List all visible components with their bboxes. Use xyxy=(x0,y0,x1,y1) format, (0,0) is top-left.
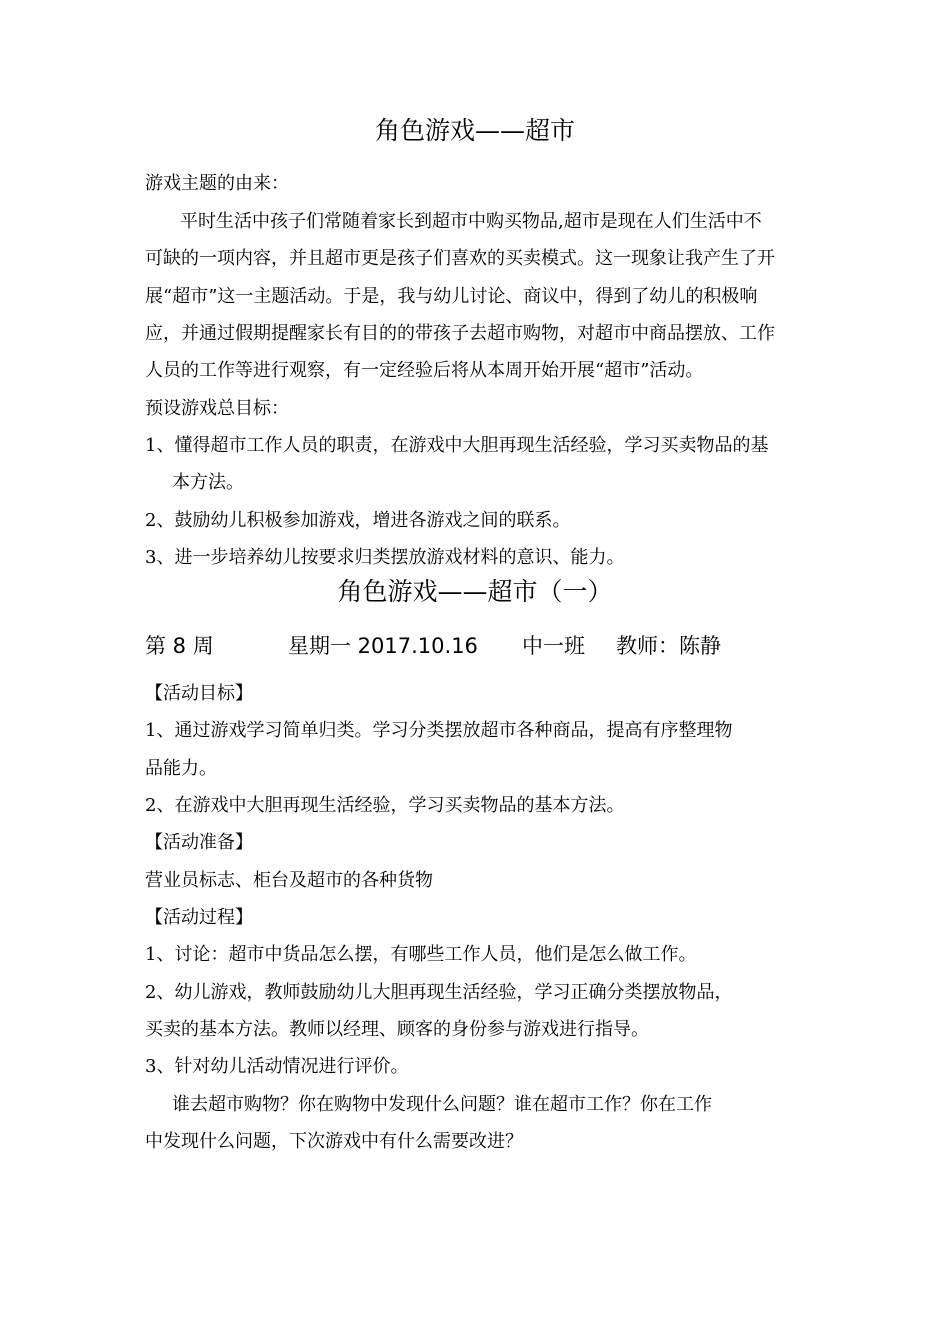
origin-line: 可缺的一项内容，并且超市更是孩子们喜欢的买卖模式。这一现象让我产生了开 xyxy=(145,248,775,269)
origin-line: 应，并通过假期提醒家长有目的的带孩子去超市购物，对超市中商品摆放、工作 xyxy=(145,323,775,344)
goal-item: 2、鼓励幼儿积极参加游戏，增进各游戏之间的联系。 xyxy=(145,510,571,531)
origin-line: 人员的工作等进行观察，有一定经验后将从本周开始开展“超市”活动。 xyxy=(145,360,704,381)
goal-item: 3、进一步培养幼儿按要求归类摆放游戏材料的意识、能力。 xyxy=(145,547,625,568)
goal-item-continuation: 本方法。 xyxy=(172,472,244,493)
origin-line: 展“超市”这一主题活动。于是，我与幼儿讨论、商议中，得到了幼儿的积极响 xyxy=(145,286,758,307)
objective-item: 2、在游戏中大胆再现生活经验，学习买卖物品的基本方法。 xyxy=(145,795,625,816)
document-title: 角色游戏——超市 xyxy=(374,116,575,145)
preparation-text: 营业员标志、柜台及超市的各种货物 xyxy=(145,870,433,891)
lesson-day-date: 星期一 2017.10.16 xyxy=(288,634,478,658)
objective-item: 1、通过游戏学习简单归类。学习分类摆放超市各种商品，提高有序整理物 xyxy=(145,720,733,741)
lesson-teacher: 教师：陈静 xyxy=(616,634,721,658)
lesson-class: 中一班 xyxy=(522,634,585,658)
objectives-heading: 【活动目标】 xyxy=(145,683,253,704)
origin-line: 平时生活中孩子们常随着家长到超市中购买物品,超市是现在人们生活中不 xyxy=(180,211,762,232)
preparation-heading: 【活动准备】 xyxy=(145,832,253,853)
process-heading: 【活动过程】 xyxy=(145,907,253,928)
goal-item: 1、懂得超市工作人员的职责，在游戏中大胆再现生活经验，学习买卖物品的基 xyxy=(145,435,769,456)
process-step: 2、幼儿游戏，教师鼓励幼儿大胆再现生活经验，学习正确分类摆放物品， xyxy=(145,982,733,1003)
process-step: 3、针对幼儿活动情况进行评价。 xyxy=(145,1056,409,1077)
process-step: 1、讨论：超市中货品怎么摆，有哪些工作人员，他们是怎么做工作。 xyxy=(145,944,697,965)
goals-heading: 预设游戏总目标： xyxy=(145,398,289,419)
evaluation-questions: 谁去超市购物？你在购物中发现什么问题？谁在超市工作？你在工作 xyxy=(172,1094,712,1115)
evaluation-questions-continuation: 中发现什么问题，下次游戏中有什么需要改进？ xyxy=(145,1131,523,1152)
process-step-continuation: 买卖的基本方法。教师以经理、顾客的身份参与游戏进行指导。 xyxy=(145,1019,649,1040)
lesson-week: 第 8 周 xyxy=(145,634,214,658)
lesson-title: 角色游戏——超市（一） xyxy=(337,577,613,606)
origin-heading: 游戏主题的由来： xyxy=(145,173,289,194)
objective-item-continuation: 品能力。 xyxy=(145,758,217,779)
